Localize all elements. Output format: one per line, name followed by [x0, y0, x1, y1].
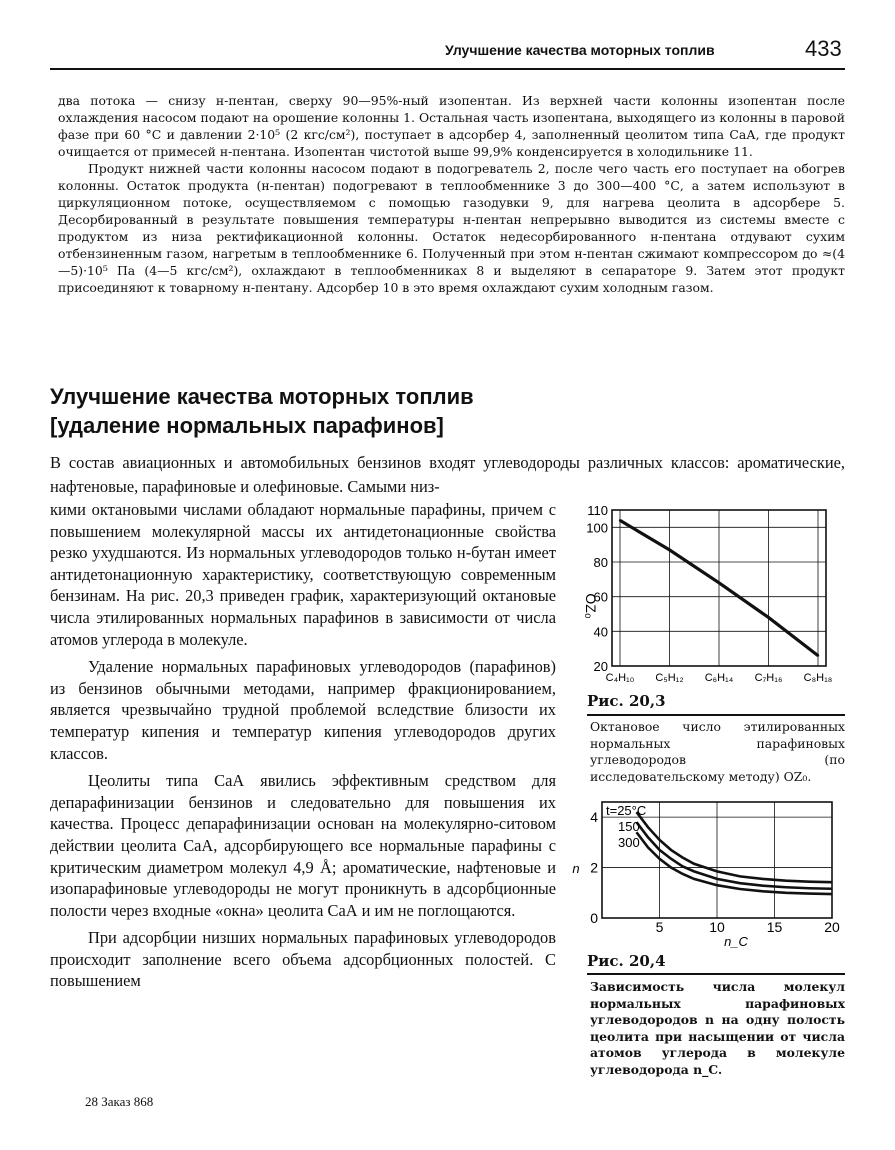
- y-axis-label: OZ₀: [583, 593, 599, 619]
- x-tick-label: 5: [655, 919, 664, 935]
- y-tick-label: 100: [586, 520, 608, 536]
- body-paragraph: При адсорбции низших нормальных парафиновых углеводородов происходит заполнение всего объема адсорбционных полостей. С повышением: [50, 928, 556, 991]
- intro-paragraph: два потока — снизу н-пентан, сверху 90—95%-ный изопентан. Из верхней части колонны изопентан после охлаждения насосом подают на орошение колонны 1. Остальная часть изопентана, выходящего из колонны в паровой фазе при 60 °С и давлении 2·10⁵ (2 кгс/см²), поступает в адсорбер 4, заполненный цеолитом типа СаА, где продукт очищается от примесей н-пентана. Изопентан чистотой выше 99,9% конденсируется в холодильнике 11.: [58, 93, 845, 159]
- body-column: [50, 499, 556, 998]
- y-tick-label: 2: [590, 859, 598, 876]
- x-tick-labels: [656, 919, 840, 935]
- page-number: 433: [805, 36, 842, 61]
- data-point: [718, 582, 720, 584]
- figure-caption: Зависимость числа молекул нормальных парафиновых углеводородов n на одну полость цеолита при насыщении от числа атомов углерода в молекуле углеводорода n_C.: [590, 979, 845, 1077]
- figure-label: Рис. 20,3: [587, 692, 666, 710]
- y-tick-label: 80: [593, 555, 608, 570]
- y-tick-label: 110: [587, 503, 608, 518]
- series-line: [637, 832, 833, 894]
- y-tick-labels: [590, 809, 598, 926]
- header-rule: [50, 68, 845, 70]
- adsorption-chart: [568, 796, 850, 952]
- y-axis-label: n: [572, 861, 580, 876]
- data-point: [767, 616, 769, 618]
- y-tick-labels: [586, 503, 608, 674]
- series-line: [637, 812, 833, 882]
- x-tick-label: C₆H₁₄: [704, 672, 734, 684]
- octane-chart: [568, 500, 850, 692]
- x-tick-labels: [606, 672, 833, 684]
- x-tick-label: C₄H₁₀: [605, 672, 635, 684]
- lead-paragraph: В состав авиационных и автомобильных бензинов входят углеводороды различных классов: ароматические, нафтеновые, парафиновые и олефиновые. Самыми низ-: [50, 453, 845, 496]
- body-paragraph: Цеолиты типа СаА явились эффективным средством для депарафинизации бензинов и следовательно для повышения их качества. Процесс депарафинизации основан на молекулярно-ситовом действии цеолита СаА, адсорбирующего все нормальные парафины с критическим диаметром молекул 4,9 Å; ароматические, нафтеновые и изопарафиновые углеводороды не могут проникнуть в адсорбционные полости через входные «окна» цеолита СаА и им не поглощаются.: [50, 771, 556, 920]
- series-label: 150: [618, 819, 640, 834]
- y-tick-label: 40: [593, 624, 608, 640]
- x-tick-label: C₇H₁₆: [754, 672, 783, 684]
- figure-label: Рис. 20,4: [587, 952, 666, 970]
- x-tick-label: 10: [709, 919, 725, 935]
- page-footer: 28 Заказ 868: [85, 1094, 154, 1109]
- x-tick-label: 15: [766, 919, 783, 935]
- section-heading-line: Улучшение качества моторных топлив: [50, 384, 474, 409]
- y-tick-label: 0: [590, 910, 598, 926]
- body-paragraph: Удаление нормальных парафиновых углеводородов (парафинов) из бензинов обычными методами, например фракционированием, является чрезвычайно трудной проблемой вследствие близости их температур кипения и температур кипения углеводородов других классов.: [50, 657, 556, 763]
- x-tick-label: C₈H₁₈: [803, 672, 833, 684]
- chart-series: [637, 812, 833, 894]
- x-axis-label: n_C: [724, 934, 748, 949]
- data-point: [668, 549, 670, 551]
- intro-paragraph: Продукт нижней части колонны насосом подают в подогреватель 2, после чего часть его поступает на обогрев колонны. Остаток продукта (н-пентан) подогревают в теплообменнике 3 до 300—400 °С, а затем используют в циркуляционном потоке, осуществляемом с помощью газодувки 9, для нагрева цеолита в адсорбере 5. Десорбированный в результате повышения температуры н-пентан непрерывно выводится из системы вместе с продуктом из низа ректификационной колонны. Остаток недесорбированного н-пентана отдувают сухим отбензиненным газом, нагретым в теплообменнике 6. Полученный при этом н-пентан сжимают компрессором до ≈(4—5)·10⁵ Па (4—5 кгс/см²), охлаждают в теплообменниках 8 и выделяют в сепараторе 9. Затем этот продукт присоединяют к товарному н-пентану. Адсорбер 10 в это время охлаждают сухим холодным газом.: [58, 161, 845, 295]
- section-heading: [50, 382, 474, 440]
- intro-text: [58, 92, 845, 296]
- y-tick-label: 60: [593, 589, 608, 605]
- caption-rule: [587, 714, 845, 716]
- y-tick-label: 20: [593, 659, 608, 674]
- running-title: Улучшение качества моторных топлив: [445, 42, 715, 58]
- x-tick-label: 20: [824, 919, 840, 935]
- caption-rule: [587, 973, 845, 975]
- figure-caption: Октановое число этилированных нормальных парафиновых углеводородов (по исследовательскому методу) OZ₀.: [590, 719, 845, 784]
- body-paragraph: кими октановыми числами обладают нормальные парафины, причем с повышением молекулярной массы их антидетонационные свойства резко ухудшаются. Из нормальных углеводородов только н-бутан имеет антидетонационную характеристику, соответствующую современным бензинам. На рис. 20,3 приведен график, характеризующий октановые числа этилированных нормальных парафинов в зависимости от числа атомов углерода в молекуле.: [50, 500, 556, 649]
- series-line: [637, 822, 833, 889]
- section-heading-line: [удаление нормальных парафинов]: [50, 413, 444, 438]
- y-tick-label: 4: [590, 809, 598, 826]
- series-label: t=25°C: [606, 803, 647, 818]
- data-point: [817, 654, 819, 656]
- series-label: 300: [618, 835, 640, 850]
- x-tick-label: C₅H₁₂: [655, 672, 684, 684]
- data-point: [619, 519, 621, 521]
